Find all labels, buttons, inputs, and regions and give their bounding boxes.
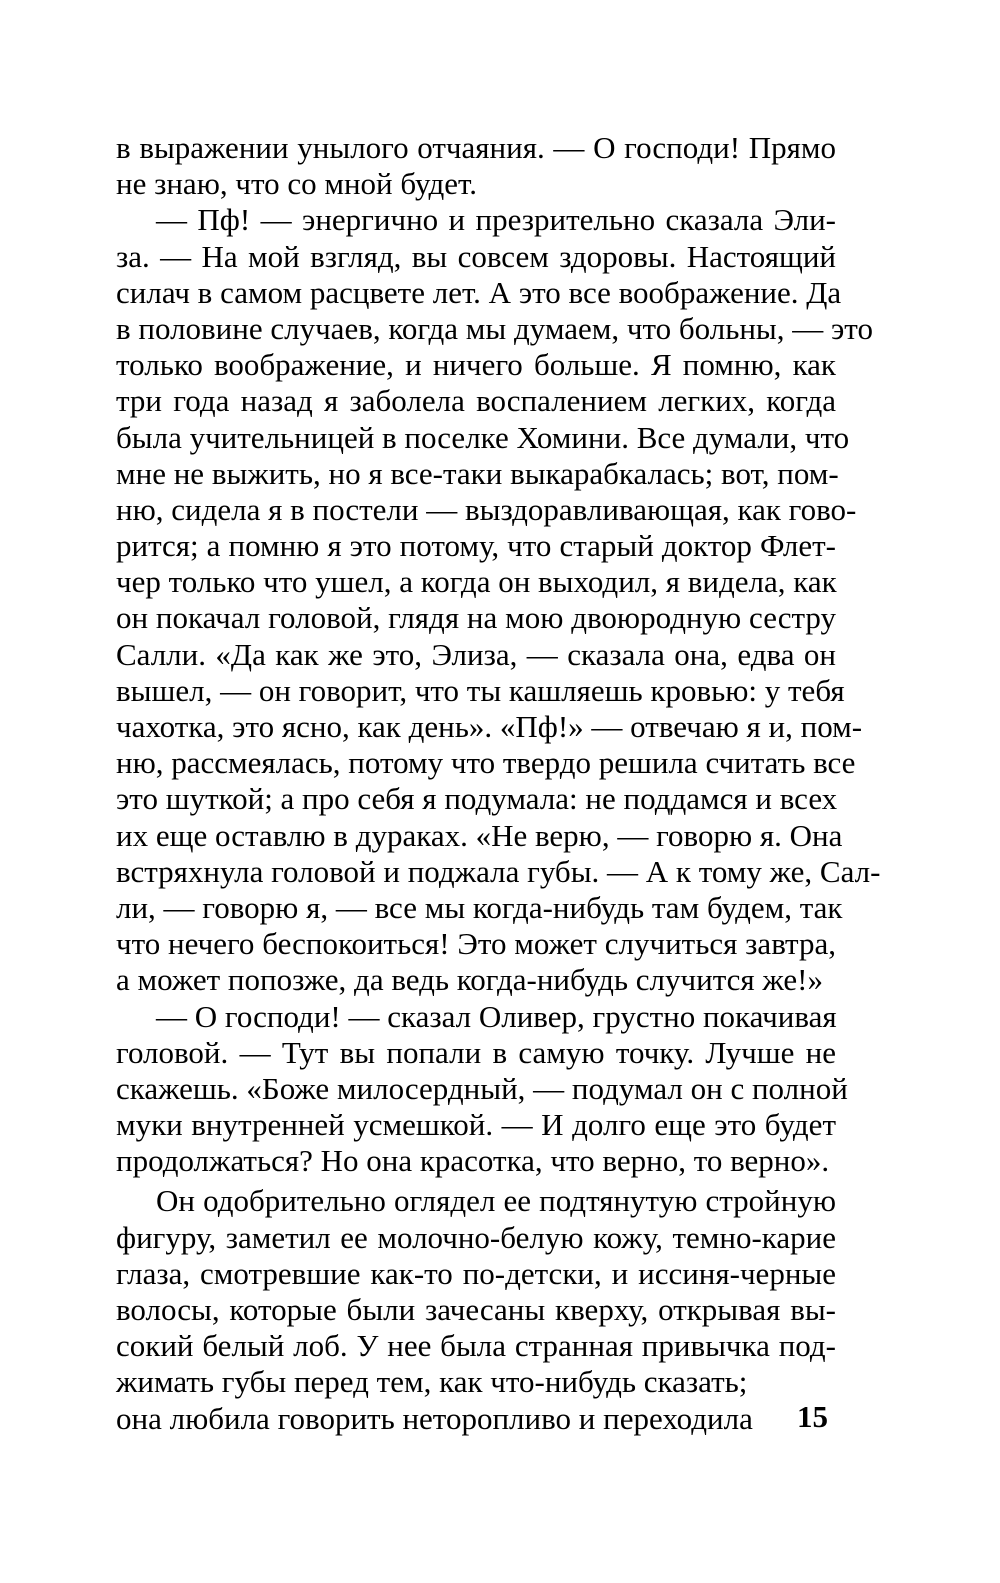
text-line: головой. — Тут вы попали в самую точку. Лучше не [116,1034,836,1070]
text-line: три года назад я заболела воспалением легких, когда [116,383,836,419]
text-line: за. — На мой взгляд, вы совсем здоровы. Настоящий [116,238,836,274]
text-line: муки внутренней усмешкой. — И долго еще это будет [116,1107,836,1143]
text-line: чер только что ушел, а когда он выходил, я видела, как [116,564,837,600]
text-line: ню, рассмеялась, потому что твердо решила считать все [116,745,856,781]
page-text [116,130,881,1437]
text-line: глаза, смотревшие как-то по-детски, и иссиня-черные [116,1255,836,1291]
text-line: фигуру, заметил ее молочно-белую кожу, темно-карие [116,1219,836,1255]
page-number: 15 [797,1399,828,1434]
text-line: ню, сидела я в постели — выздоравливающая, как гово- [116,491,857,527]
text-line: силач в самом расцвете лет. А это все воображение. Да [116,274,842,310]
text-line: скажешь. «Боже милосердный, — подумал он с полной [116,1070,848,1106]
text-line: что нечего беспокоиться! Это может случиться завтра, [116,926,836,962]
text-line: встряхнула головой и поджала губы. — А к тому же, Сал- [116,853,881,889]
text-line: она любила говорить неторопливо и переходила [116,1400,753,1436]
text-line: — О господи! — сказал Оливер, грустно покачивая [156,998,837,1034]
text-line: вышел, — он говорит, что ты кашляешь кровью: у тебя [116,672,845,708]
text-line: была учительницей в поселке Хомини. Все думали, что [116,419,850,455]
text-line: волосы, которые были зачесаны кверху, открывая вы- [116,1292,836,1327]
text-line: — Пф! — энергично и презрительно сказала Эли- [156,202,836,238]
text-line: ли, — говорю я, — все мы когда-нибудь там будем, так [116,889,843,925]
text-line: продолжаться? Но она красотка, что верно, то верно». [116,1143,830,1179]
text-line: чахотка, это ясно, как день». «Пф!» — отвечаю я и, пом- [116,709,863,744]
text-line: не знаю, что со мной будет. [116,166,478,202]
text-line: их еще оставлю в дураках. «Не верю, — говорю я. Она [116,817,843,853]
text-line: мне не выжить, но я все-таки выкарабкалась; вот, пом- [116,455,839,491]
text-line: а может попозже, да ведь когда-нибудь случится же!» [116,962,823,998]
text-line: в выражении унылого отчаяния. — О господи! Прямо [116,130,836,165]
text-line: рится; а помню я это потому, что старый доктор Флет- [116,528,836,564]
text-line: Он одобрительно оглядел ее подтянутую стройную [156,1183,836,1219]
text-line: сокий белый лоб. У нее была странная привычка под- [116,1328,836,1364]
text-line: жимать губы перед тем, как что-нибудь сказать; [116,1364,748,1400]
text-line: это шуткой; а про себя я подумала: не поддамся и всех [116,781,838,817]
text-line: Салли. «Да как же это, Элиза, — сказала она, едва он [116,636,836,672]
text-line: он покачал головой, глядя на мою двоюродную сестру [116,600,836,636]
text-line: в половине случаев, когда мы думаем, что больны, — это [116,310,873,346]
text-line: только воображение, и ничего больше. Я помню, как [116,347,836,383]
